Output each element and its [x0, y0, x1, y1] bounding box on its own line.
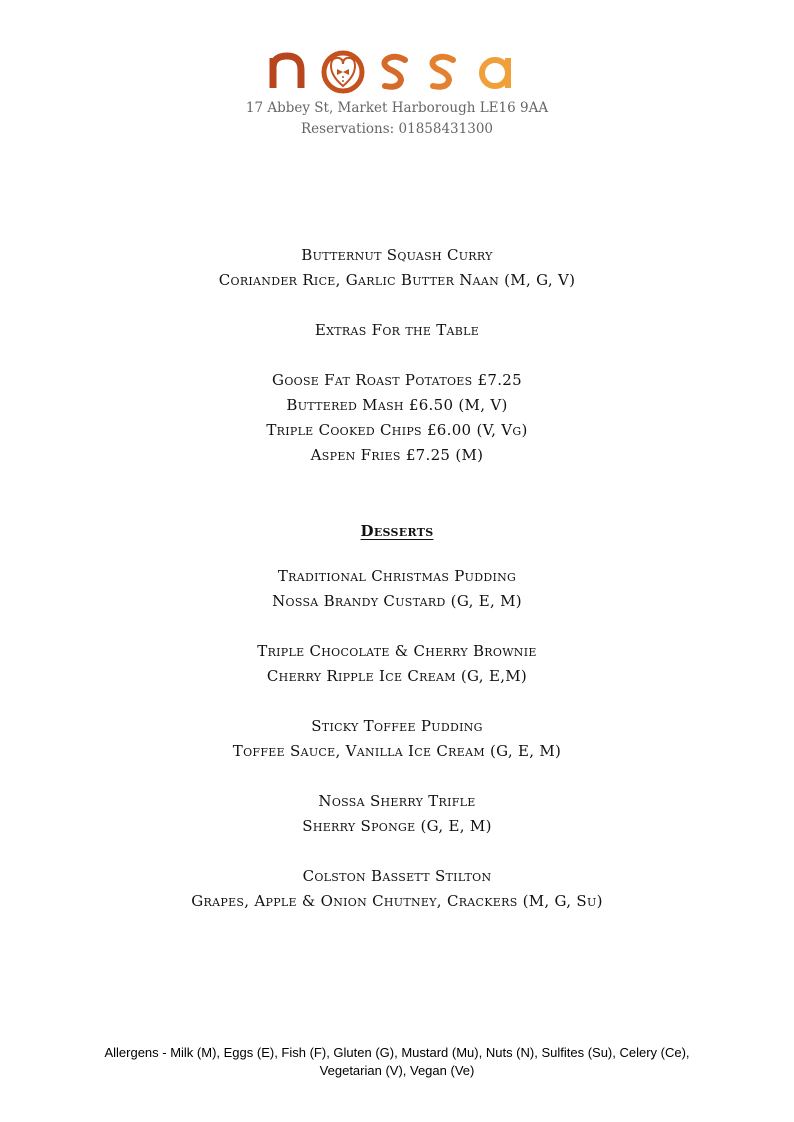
tuxedo-heart-icon [324, 53, 362, 91]
dessert-name: Colston Bassett Stilton [302, 867, 492, 885]
reservations-phone: Reservations: 01858431300 [300, 121, 493, 137]
allergens-line: Vegetarian (V), Vegan (Ve) [319, 1063, 475, 1078]
dessert-description: Grapes, Apple & Onion Chutney, Crackers (M, G, Su) [191, 892, 603, 910]
nossa-logo [0, 44, 794, 94]
dish-description: Coriander Rice, Garlic Butter Naan (M, G, V) [218, 271, 576, 289]
extras-item: Goose Fat Roast Potatoes £7.25 [272, 371, 522, 389]
dish-name: Butternut Squash Curry [301, 246, 493, 264]
restaurant-address: 17 Abbey St, Market Harborough LE16 9AA [245, 100, 549, 116]
dessert-name: Triple Chocolate & Cherry Brownie [257, 642, 537, 660]
extras-item: Triple Cooked Chips £6.00 (V, Vg) [266, 421, 528, 439]
dessert-description: Cherry Ripple Ice Cream (G, E,M) [266, 667, 528, 685]
dessert-name: Sticky Toffee Pudding [311, 717, 483, 735]
extras-item: Aspen Fries £7.25 (M) [310, 446, 484, 464]
allergens-line: Allergens - Milk (M), Eggs (E), Fish (F), Gluten (G), Mustard (Mu), Nuts (N), Sulfites (Su), Celery (Ce), [104, 1045, 690, 1060]
dessert-description: Nossa Brandy Custard (G, E, M) [272, 592, 522, 610]
desserts-heading: Desserts [360, 522, 434, 540]
extras-title: Extras For the Table [314, 321, 480, 339]
dessert-description: Sherry Sponge (G, E, M) [302, 817, 492, 835]
dessert-name: Traditional Christmas Pudding [277, 567, 517, 585]
dessert-description: Toffee Sauce, Vanilla Ice Cream (G, E, M) [232, 742, 562, 760]
extras-item: Buttered Mash £6.50 (M, V) [286, 396, 508, 414]
nossa-logo-mark [267, 44, 527, 94]
dessert-name: Nossa Sherry Trifle [318, 792, 476, 810]
allergens-key [0, 1044, 794, 1080]
